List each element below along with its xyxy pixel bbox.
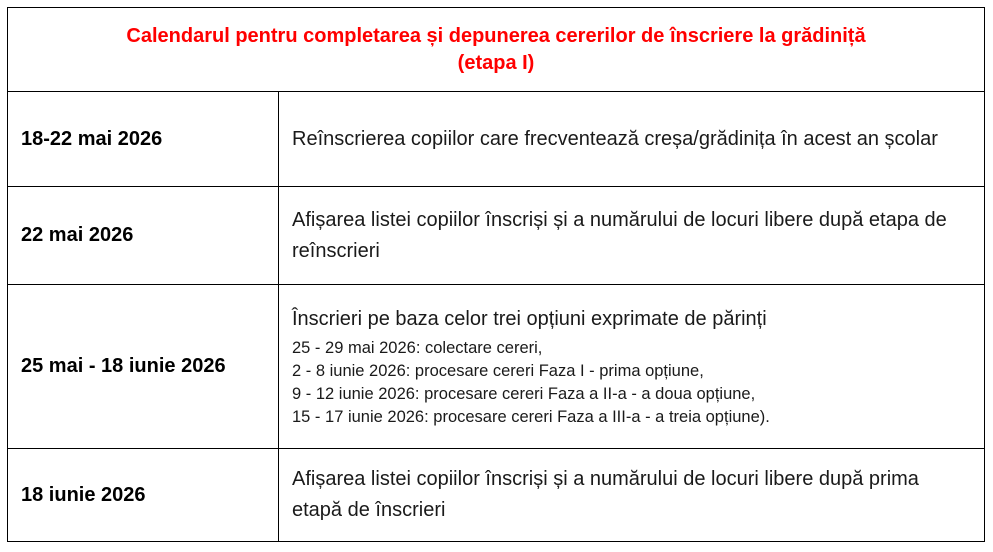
description-cell: [279, 187, 984, 284]
description-text: Afișarea listei copiilor înscriși și a numărului de locuri libere după prima etapă de înscrieri: [292, 468, 919, 521]
date-cell: 18-22 mai 2026: [8, 92, 279, 186]
table-row: [8, 92, 984, 187]
table-row: [8, 285, 984, 449]
schedule-detail-line: 9 - 12 iunie 2026: procesare cereri Faza a II-a - a doua opțiune,: [292, 385, 756, 403]
description-text: Afișarea listei copiilor înscriși și a numărului de locuri libere după etapa de reînscrieri: [292, 208, 947, 262]
description-text: Reînscrierea copiilor care frecventează creșa/grădinița în acest an școlar: [292, 127, 938, 150]
description-cell: [279, 449, 984, 541]
calendar-table: [7, 7, 985, 542]
date-cell: 18 iunie 2026: [8, 449, 279, 541]
description-text: Înscrieri pe baza celor trei opțiuni exprimate de părinți: [292, 308, 767, 330]
table-row: [8, 187, 984, 285]
date-cell: 22 mai 2026: [8, 187, 279, 284]
schedule-detail-line: 2 - 8 iunie 2026: procesare cereri Faza I - prima opțiune,: [292, 362, 704, 380]
description-cell: [279, 285, 984, 448]
schedule-detail-line: 25 - 29 mai 2026: colectare cereri,: [292, 339, 543, 357]
title-line-2: (etapa I): [457, 51, 535, 74]
date-cell: 25 mai - 18 iunie 2026: [8, 285, 279, 448]
description-cell: [279, 92, 984, 186]
schedule-details: [292, 337, 966, 429]
table-title: [8, 8, 984, 92]
table-row: [8, 449, 984, 541]
title-line-1: Calendarul pentru completarea și depunerea cererilor de înscriere la grădiniță: [126, 24, 866, 47]
schedule-detail-line: 15 - 17 iunie 2026: procesare cereri Faza a III-a - a treia opțiune).: [292, 408, 770, 426]
